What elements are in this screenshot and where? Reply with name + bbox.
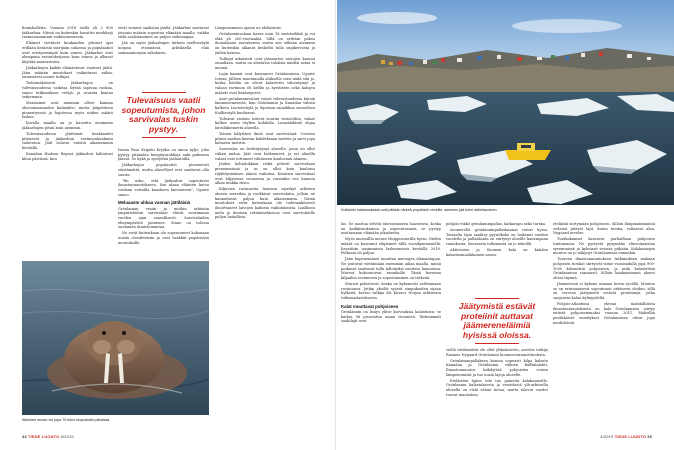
pull-quote-text: Jäätymistä estävät proteiinit auttavat jäämereneläimiä hyisissä oloissa. (458, 301, 536, 340)
left-page (0, 0, 336, 450)
subheading: Kalat muuttavat pohjoiseen (341, 303, 399, 309)
article-column-2-bottom (118, 148, 209, 258)
page-footer-right (600, 434, 652, 439)
article-column-4 (341, 222, 441, 426)
paragraph: Jään hupeneminen muuttaa mursujen elämäntapaa. Ne joutuvat viettämään enemmän aikaa maalla, missä poikaset saattavat tulla tallotuiksi suurissa laumoissa. Mursut kokoontuvat rannikolle. Tämä kovenna kilpailua ravinnosta ja sopeutuminen on tärkeää. (341, 257, 441, 281)
paragraph: finnishalleita. Vuonna 2018 siellä oli 2 800 jääkarhua. Niissä on kuitenkin havaittu merkkejä ravinnonsaannin vaikeutumisesta. (22, 26, 113, 40)
issue-number: 4/2019 (600, 434, 614, 439)
walrus-photo (22, 261, 209, 415)
paragraph: Eteläisten lajien tulo tuo paineita kalakannoille. Grönlannin kalastuksesta ja vesistöistä ylä-arktisella alueella on vielä vähän tietoa, mutta tulevat vuodet tuovat muutoksia. (446, 378, 548, 397)
paragraph: Arat grönlanninvalaat voivat tulevaisuudessa kärsiä lämmenemisestä, kun Grönlannin ja Kanadan välistä kulkeva Luoteisväylä ja Siperian rannikkoa seuraileva Koillisväylä kuuluavat. (215, 96, 315, 115)
page-footer-left (22, 434, 74, 439)
magazine-name: TIEDE LUONTO (28, 434, 60, 439)
paragraph: eivät voineet saalistaa jäältä. Jääkarhut saattavat joissain määrin sopeutua elämään maalla, vaikka sielä saalistaminen on paljon vaikeampaa. (118, 26, 209, 40)
paragraph: Aktiivisten ja Suomen kala on kahden kalastusmaaliikomen sanoo. (446, 247, 548, 257)
article-column-5-bottom (446, 348, 548, 426)
article-column-6 (553, 222, 655, 426)
paragraph: Grönlanninvalaan kavsa noin 18 metrisekkiä ja voi elää yli 200-vuotiaaksi. Sillä on erittäin paksu ihonalainen rasvakerros mutta sen sitkeän aiemmin on kuitenkin alkanut keskeltä tulla siipikerrosta ja jäiden kanssa. (215, 31, 315, 55)
photo-caption: Aikuinen mursu voi jopa 70 kilon simpukoita päivässä. (22, 418, 111, 422)
paragraph: Kiljuvien ravinnosta luonnon myrskyt arktisen alueen mereihin ja ruokkivat sarvivalaita, jolloin ne kannattavat paljon kuin aikaisemmin. Nämä muutokset eivät kuitenkaan ole todennäköisesti ilmoittaneet laivojen kaikista vaikutuksista. Liiallinen melu ja ihmisen rutiinimeluisuus ovat sarvivalaille paljon haitallisia. (215, 187, 315, 220)
paragraph: Eläimet viettävät kuukauden pituiset ajat erillään kesäisin merijään sulaessa ja populaatiot ovat eristyneempiä kuin ennen. Jääkarhut ovat alempana ravintoketjussa kuin ennen ja alkavat käyttää maaravintoa. (22, 41, 113, 65)
article-column-3 (215, 26, 315, 341)
paragraph: viellä väittämättä ole ollut ylikalastettu, arvelee tutkija Rasmus Nygaard Grönlannin luonnonvarainstituutista. (446, 348, 548, 357)
page-number: 34 (22, 434, 27, 439)
right-page (337, 0, 674, 450)
paragraph: Avomerellä grönlanninpallaskannat voivat hyvin. Toisaalta lajin saalitsy pyyntikoko on laskenut vuoden vuodelta ja pallaskanta on siirtynyt alueille kauempana rannikosta. Seuraavia tutkimusiä on jo tekeillä. (446, 227, 548, 246)
paragraph: Jäämeressä ei kykene uimaan kovin syvällä. Muuten se on erinomaisesti sopeutunut arktiseen oloihin: sillä on veressä jäätymistä estäviä proteiineja, jotka suojaavat kalaa kylmyydeltä. (553, 282, 655, 301)
subheading: Meluaaste uhkaa vuonan jättiläisiä (118, 200, 190, 206)
paragraph: Jää on myös jääkarhujen tärkein vaellusväylä norpan etsinnässä. Arktiksella elää saimaannorpan sukulaisia. (118, 41, 209, 55)
paragraph: Tulevaisuudessa jäättömät kesäkaudet pitenevät ja jääkarhun ravinnonhankinta vaikeutuu. Jäät sulavat entistä aikaisemmin keväällä. (22, 131, 113, 150)
paragraph: Jääkarhujen kaikki elämäntavat vaativat jäätä. Jään määrän muutokset vaikuttavat niihin, ennustavat monet tutkijat. (22, 66, 113, 80)
paragraph: Pohjois-Atlantissa yhtenä mahdollisista ilmastonmuutoksista on kala Grönlannissa siirtyy entistä pohjoisemmaksi vuonna 2011. Makrillin peräkkäiset ennätykset Grönlannissa olivat jopa merkittäviä. (553, 302, 655, 325)
paragraph: Myös murssillla menee Huippuvuorilla hyvin. Niiden määrä on kasvanut eläpäneet tällä vuosikymmenellä, havaittiin uusimmissa laskennoissa keväällä 2018. Polkasia oli paljon. (341, 237, 441, 256)
magazine-name: TIEDE LUONTO (614, 434, 646, 439)
paragraph: Todennäköisesti jääkarhujen on tulevaisuudessa vaikeaa löytää sopivaa ruokaa, sanoo tutkimuksen vetäjä, ja seurata kantaa tarkemmin. (22, 81, 113, 100)
paragraph: Toinen hälyttävä ilmiö ovat sarvivalaat. Urosten pituus saattaa kasvaa kahdeksaan metriin ja sarvi jopa kolmeen metriin. (215, 131, 315, 146)
paragraph: Kanadan Hudson Bayssä jääkarhut laihtuivat kilon päivässä, kun (22, 151, 113, 161)
article-column-5-top (446, 222, 548, 294)
paragraph: Morsiamet ovat aiemmin olleet kannan elinvoimaisuuden kulmakivi, mutta jääpeitteen pienentyessä ja hajotessa myös niiden määrä laskee. (22, 101, 113, 120)
article-column-2-top (118, 26, 209, 88)
page-number: 35 (647, 434, 652, 439)
paragraph: Ismen Pasa Kripido Kryidia on ainoa hylje, joka pystyy pitämään hengitysaukkoja auki paksussa jäässä. Se kykä ja syntyttää jäälautoilla. (118, 148, 209, 162)
paragraph: Grönlanninpallaksen kanssa nopeasti kilpa kalasta Kanadan ja Grönlannin välinen Baffininlahti. Ilmastonmuutos kiihdyttää pohjoisten vesien lämpenemistä ja tuo uusia lajeja alueelle. (446, 358, 548, 377)
paragraph: Lämpenemisen ajasse ne ahdistuvat. (215, 26, 283, 30)
paragraph: Grönlannin vesiin ja muihin arktisiin ympäristöihin sarvivalaat elävät suurimman vuoden ajan vaarallisesti. Sarvivalaiden elinympäristö pienenee. Sinne on tulossa enemmän ihmistoimintaa. (118, 206, 209, 230)
issue-number: 4/2019 (60, 434, 74, 439)
pull-quote (118, 92, 209, 138)
paragraph: Ne eivät kuitenkaan ole sopeutuneet kokonaan uusiin olosuhteisiin ja ovat herkkiä ympäristön muutoksille. (118, 231, 209, 245)
pull-quote-text: Tulevaisuus vaatii sopeutumista, johon sarvivalas tuskin pystyy. (121, 95, 206, 134)
article-column-1 (22, 26, 113, 258)
paragraph: Turskakannat kasvavat parhaillaan pohjoisen tuntumassa. Ne pystyvät pysymään elinvoimaisina syvemmissä ja kylmissä vesissä pitkään. Kalakantojen muutos on jo näkynyt Grönlannissa ennenkin. (553, 237, 655, 256)
photo-caption: Kuikkerin kalastuskasat ovat pitkään tärkeä ympäristö veneille, asemien jää tulee aktiivisuuteen. (341, 208, 498, 212)
pull-quote (446, 298, 548, 344)
harbour-photo (337, 0, 674, 205)
paragraph: eteläisiä siirtymään pohjoiseen. Silloin lämpimämmässä vedessä pitävät lajit, kuten turska, valtaavat alaa, Nygaard arvelee. (553, 222, 655, 236)
paragraph: Tuoreen ilmastonmuutoksen tutkimuksen mukaan pohjoisen turskat siirtyivät viime vuosisadalla jopa 900-1000 kilometriä pohjoiseen, ja niitä kalastettiin Grönlannissa runsaasti. Silloin kaukaisimmat alueet olivat täynnä. (553, 257, 655, 281)
paragraph: las. Se saattaa selvitä tulevaisuuden haasteista, koska on kaikkiruokainen ja sopeutuvainen, se pystyy asuttamaan elämään jokialueita. (341, 222, 441, 236)
paragraph: Tutkijat aikaisesti ovat jääsaarten raivojen kanssa ennallaan, mutta on alustavia tuloksia näiden sataa ei mennä. (215, 56, 315, 70)
paragraph: Sarvivalas on levittäytynyt alueelle, jossa on ollut vähän melua. Jäät ovat heikenneet, ja eri alueilla valaat ovat tottuneet vähäiseen kuuluvaan ääneen. (215, 147, 315, 161)
paragraph: Tulisivat vastoin tulevat suuriin vesistöihin, valaat kulkee usein väylien kohdalla. Lainsäädäntö ohjaa laivaliikennettä alueella. (215, 116, 315, 130)
paragraph: pohjois-eikkö grönlanninpallas, katkarapu sekä turska. (446, 222, 547, 226)
pull-quote-rule (142, 137, 186, 138)
paragraph: "En usko, että jääkarhut sopeutuvat ilmastonmuutokseen. Sen alaan eläinten kutsu voidaan vertailla kaaoksen kuivuuteen", Ugarte sanoo. (118, 178, 209, 197)
paragraph: Jääkarhujen populaatiot pienenevät väistämättä, mutta alueelliset erot saattavat olla suuria. (118, 163, 209, 177)
paragraph: Grönlannin on lisäys ylitse korvauksia kalastusta: se kattaa 96 prosenttia maan viennistä. Tärkeimmät saaliilajit ovat (341, 310, 441, 324)
pull-quote-rule (475, 343, 519, 344)
paragraph: Kovalla maalla on jo havaittu enemmän jääkarhujen pesiä kuin aiemmin. (22, 121, 113, 130)
paragraph: Jäiden kohtalokkaat riskit pitävät sarvivalaan pienemmässä ja se on ollut kuin kuuluisa räjähdysmäisen äänen vaikutus. Kesäisin sarvivalaat ovat hiljaisissa vuonoissa ja varsinkin sen kunnon alkaa niukka riisto. (215, 162, 315, 186)
paragraph: Mursut pelastuvat, koska ne kykenevät valittamaan ravintonsa. Jotkin yksilöt syövät simpukoiden sijaan hylkeitä, kertoo tutkija Kit Kovacs Norjan arktisesta tutkimuslaitoksesta. (341, 282, 441, 301)
paragraph: Lajin kannat ovat kasvaneet Grönlannissa, Ugarte toteaa. Jälleen muutamalla aluksella voisi niidä sitä jo, koska heidän ne olivat kalastettu vähentymyt ja valaan ravinnon eli krillin ja äyriäisten sekä kalojen määrät ovat lisääntyneet. (215, 71, 315, 95)
